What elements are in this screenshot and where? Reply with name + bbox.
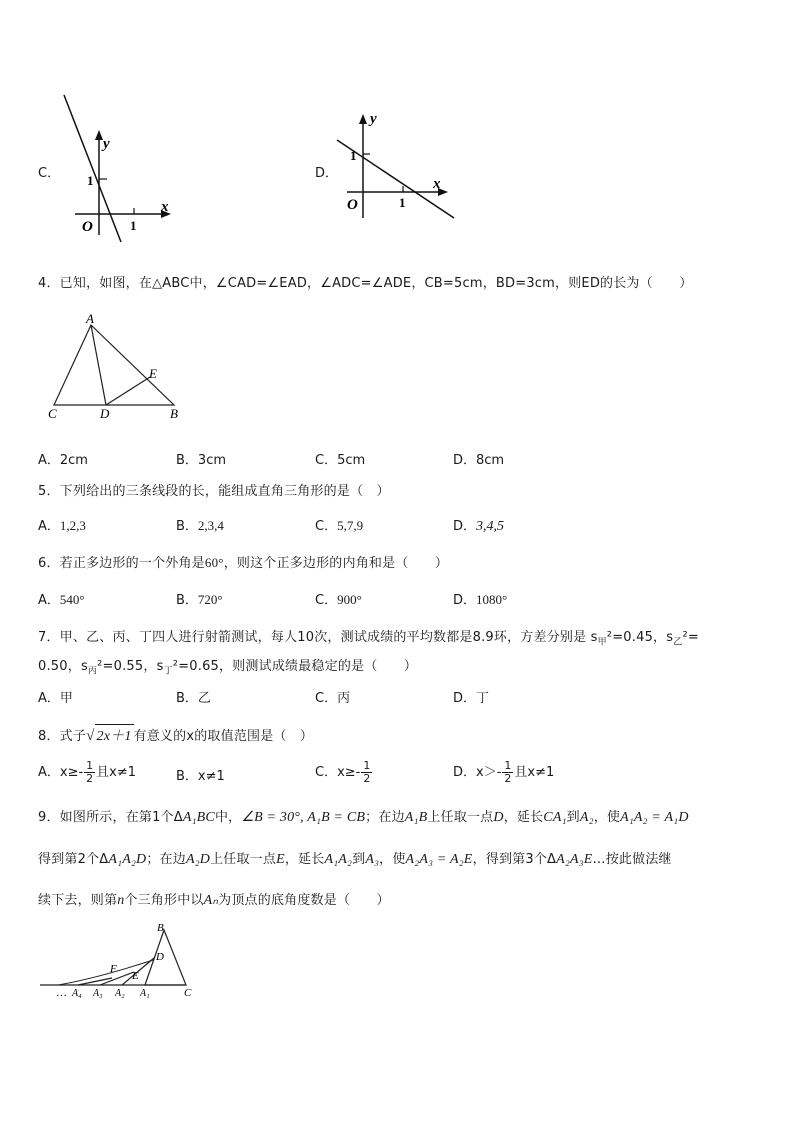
y-arrow-icon xyxy=(95,130,103,140)
y-label: y xyxy=(370,111,377,127)
question-9-line-2: 得到第2个ΔA₁A₂D；在边A₂D上任取一点E，延长A₁A₂到A₃，使A₂A₃ = A₂E，得到第3个ΔA₂A₃E…按此做法继 xyxy=(38,852,672,867)
question-8-stem: 8．式子√ 2x＋1 有意义的x的取值范围是（ ） xyxy=(38,724,313,745)
q5-option-c: C．5,7,9 xyxy=(315,518,364,534)
point-e-label: E xyxy=(149,366,157,381)
point-f-label: F xyxy=(110,963,117,975)
fraction-half: $\frac{1}{2}$ xyxy=(363,759,371,785)
x-label: x xyxy=(161,199,169,215)
q6-option-a: A．540° xyxy=(38,592,85,608)
q6-option-c: C．900° xyxy=(315,592,362,608)
q7-option-b: B．乙 xyxy=(176,691,211,706)
point-a-label: A xyxy=(86,312,94,326)
point-a2-label: A₂ xyxy=(115,988,125,999)
question-4-figure xyxy=(44,312,194,420)
sqrt-sign-icon: √ xyxy=(86,728,95,744)
point-d-label: D xyxy=(100,406,110,420)
question-7-line-2: 0.50，$s_丙^2=0.55$，$s_丁^2=0.65$，则测试成绩最稳定的是（ ） xyxy=(38,659,418,677)
question-5-stem: 5．下列给出的三条线段的长，能组成直角三角形的是（ ） xyxy=(38,484,390,499)
q5-option-d: D．3,4,5 xyxy=(453,519,505,534)
question-9-line-1: 9．如图所示，在第1个ΔA₁BC中，∠B = 30°, A₁B = CB；在边A₁B上任取一点D，延长CA₁到A₂，使A₁A₂ = A₁D xyxy=(38,810,689,825)
q8-option-a: A．x≥- $\frac{1}{2}$ 且x≠1 xyxy=(38,759,137,785)
point-b-label: B xyxy=(170,406,178,420)
origin-label: O xyxy=(82,219,93,235)
q8-option-d: D．x＞- $\frac{1}{2}$ 且x≠1 xyxy=(453,759,555,785)
q7-option-a: A．甲 xyxy=(38,691,73,706)
y-arrow-icon xyxy=(359,114,367,124)
question-4-stem: 4．已知，如图，在△ABC中，∠CAD=∠EAD，∠ADC=∠ADE，CB=5cm，BD=3cm，则ED的长为（ ） xyxy=(38,276,693,291)
option-d-label: D． xyxy=(315,166,339,181)
radicand: 2x＋1 xyxy=(95,724,134,745)
q8-option-b: B．x≠1 xyxy=(176,769,225,784)
q4-option-a: A．2cm xyxy=(38,453,88,468)
fraction-half: $\frac{1}{2}$ xyxy=(504,759,512,785)
q7-option-d: D．丁 xyxy=(453,691,490,706)
x-tick-label: 1 xyxy=(399,195,406,210)
point-a1-label: A₁ xyxy=(140,988,150,999)
question-7-line-1: 7．甲、乙、丙、丁四人进行射箭测试，每人10次，测试成绩的平均数都是8.9环，方差分别是 $s_甲^2=0.45$，$s_乙^2=$ xyxy=(38,630,699,648)
q7-option-c: C．丙 xyxy=(315,691,351,706)
point-e-label: E xyxy=(132,970,139,982)
option-c-label: C． xyxy=(38,166,61,181)
y-label: y xyxy=(103,136,110,152)
q4-option-d: D．8cm xyxy=(453,453,505,468)
q6-option-b: B．720° xyxy=(176,592,223,608)
point-a3-label: A₃ xyxy=(93,988,103,999)
graph-option-c xyxy=(55,90,185,250)
q4-option-b: B．3cm xyxy=(176,453,227,468)
question-9-line-3: 续下去，则第n个三角形中以Aₙ为顶点的底角度数是（ ） xyxy=(38,893,390,908)
q5-option-b: B．2,3,4 xyxy=(176,518,224,534)
point-c-label: C xyxy=(48,406,57,420)
point-a4-label: A₄ xyxy=(72,988,82,999)
q4-option-c: C．5cm xyxy=(315,453,366,468)
y-tick-label: 1 xyxy=(350,148,357,163)
question-6-stem: 6．若正多边形的一个外角是60°，则这个正多边形的内角和是（ ） xyxy=(38,555,449,571)
point-d-label: D xyxy=(156,951,164,963)
graph-option-d xyxy=(332,100,472,230)
question-9-figure xyxy=(38,920,208,1002)
fraction-half: $\frac{1}{2}$ xyxy=(86,759,94,785)
q6-option-d: D．1080° xyxy=(453,592,508,608)
x-label: x xyxy=(433,176,441,192)
origin-label: O xyxy=(347,197,358,213)
q8-option-c: C．x≥- $\frac{1}{2}$ xyxy=(315,759,371,785)
y-tick-label: 1 xyxy=(87,173,94,188)
q5-option-a: A．1,2,3 xyxy=(38,518,86,534)
x-tick-label: 1 xyxy=(130,218,137,233)
point-c-label: C xyxy=(184,987,192,999)
ellipsis-label: … xyxy=(56,987,67,999)
point-b-label: B xyxy=(157,922,164,934)
